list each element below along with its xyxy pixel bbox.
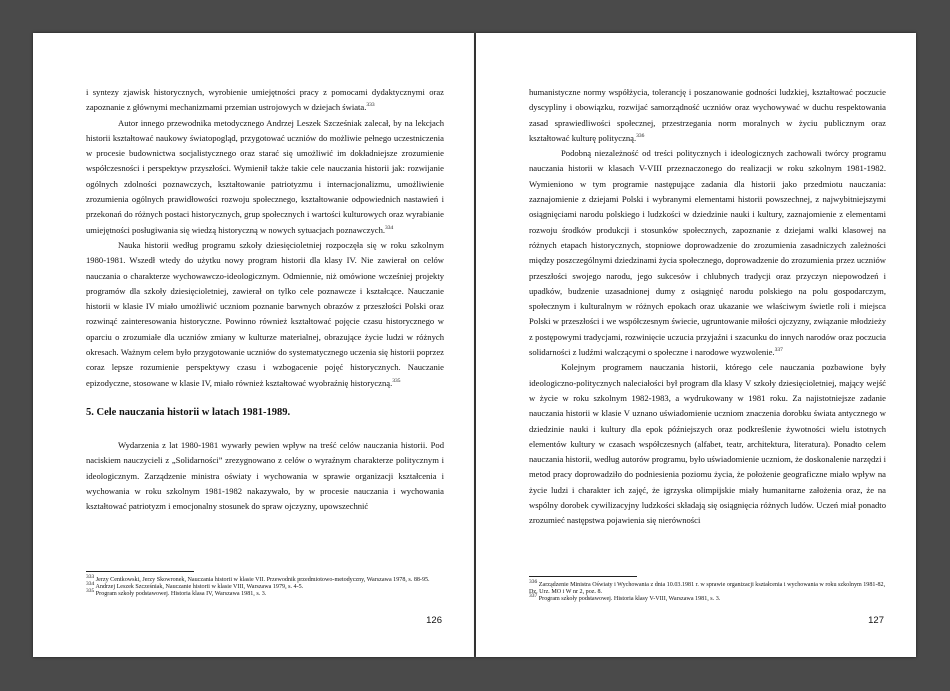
footnote: $^{333}$ Jerzy Centkowski, Jerzy Skowronek, Nauczania historii w klasie VII. Przewodnik przedmiotowo-metodyczny, Warszawa 1978, s. 88-95. — [86, 574, 430, 584]
footnote-ref[interactable]: 337 — [774, 347, 783, 354]
footnote: $^{336}$ Zarządzenie Ministra Oświaty i Wychowania z dnia 10.03.1981 r. w sprawie organizacji kształcenia i wychowania w roku szkolnym 1981-82, Dz. Urz. MO i W nr 2, poz. 8. — [529, 579, 886, 596]
paragraph: Wydarzenia z lat 1980-1981 wywarły pewien wpływ na treść celów nauczania historii. Pod naciskiem nauczycieli z „Solidarności” zrezygnowano z celów o wyraźnym charakterze politycznym i ideologicznym. Zarządzenie ministra oświaty i wychowania w sprawie organizacji kształcenia i wychowania w roku szkolnym 1981-1982 nakazywało, by w procesie nauczania i wychowania kształtować patriotyzm i emocjonalny stosunek do spraw ojczyzny, upowszechnić — [86, 439, 444, 512]
paragraph: i syntezy zjawisk historycznych, wyrobienie umiejętności pracy z pomocami dydaktycznymi oraz zapoznanie z głównymi mechanizmami przemian ustrojowych w dziejach świata.$^{333}$ — [86, 87, 444, 113]
page-number: 126 — [426, 615, 442, 626]
footnote-ref[interactable]: 333 — [366, 102, 375, 109]
page-left — [33, 33, 474, 657]
footnote-divider — [86, 571, 194, 572]
paragraph: humanistyczne normy współżycia, tolerancję i poszanowanie godności ludzkiej, kształtować poczucie dyscypliny i obowiązku, rozwijać samorządność uczniów oraz wychowywać w duchu respektowania zasad sprawiedliwości społecznej, przestrzegania norm moralnych w życiu publicznym oraz kształtować kulturę polityczną.$^{336}$ — [529, 87, 886, 143]
footnotes — [529, 576, 886, 604]
page-right — [476, 33, 916, 657]
paragraph: Kolejnym programem nauczania historii, którego cele nauczania pozbawione były ideologiczno-politycznych naleciałości był program dla klasy V szkoły dziesięcioletniej, mający wejść w życie w roku szkolnym 1982-1983, a wydrukowany w 1981 roku. Za najistotniejsze zadanie nauczania historii w klasie V uznano uświadomienie uczniom znaczenia dorobku świata antycznego w dziedzinie nauki i kultury dla epok późniejszych oraz podkreślenie żywotności wielu istotnych elementów kultury w czasach współczesnych (alfabet, teatr, architektura, literatura). Ponadto celem nauczania historii, według autorów programu, było uświadomienie uczniom, że doskonalenie narzędzi i metod pracy doprowadziło do podniesienia poziomu życia, że położenie geograficzne miało wpływ na życie ludzi i charakter ich zajęć, że igrzyska olimpijskie miały humanitarne założenia oraz, że na wspólny dorobek cywilizacyjny ludzkości składają się osiągnięcia różnych ludów. Uczeń miał ponadto zrozumieć następstwa pojawienia się nierówności — [529, 362, 887, 526]
section-heading: 5. Cele nauczania historii w latach 1981-1989. — [86, 406, 291, 418]
footnote-ref[interactable]: 334 — [385, 224, 394, 231]
footnote-ref[interactable]: 335 — [392, 377, 401, 384]
footnote: $^{334}$ Andrzej Leszek Szcześniak, Nauczanie historii w klasie VIII, Warszawa 1979, s. 4-5. — [86, 581, 304, 591]
footnotes — [86, 571, 444, 599]
footnote-ref[interactable]: 336 — [636, 133, 645, 140]
paragraph: Autor innego przewodnika metodycznego Andrzej Leszek Szcześniak zalecał, by na lekcjach historii kształtować naukowy światopogląd, przygotować uczniów do możliwie pełnego uczestniczenia w procesie budownictwa socjalistycznego oraz starać się umożliwić im dokładniejsze zrozumienie współczesności i perspektyw przyszłości. Wymienił także takie cele nauczania historii jak: rozwijanie ogólnych zdolności poznawczych, kształtowanie patriotyzmu i internacjonalizmu, umożliwienie zrozumienia ogólnych prawidłowości rozwoju społecznego, kształtowanie odpowiednich nastawień i przekonań do różnych postaci historycznych, grup społecznych i wartości kulturowych oraz wyrabianie umiejętności posługiwania się wiedzą historyczną w nowych sytuacjach poznawczych.$^{334}$ — [86, 117, 444, 235]
paragraph: Nauka historii według programu szkoły dziesięcioletniej rozpoczęła się w roku szkolnym 1980-1981. Wszedł wtedy do użytku nowy program historii dla klasy IV. Nie zawierał on celów nauczania o charakterze wychowawczo-ideologicznym. Odmiennie, niż omówione wcześniej projekty programów dla szkoły dziesięcioletniej, zawierał on tylko cele poznawcze i kształcące. Nauczanie historii w klasie IV miało umożliwić uczniom poznanie barwnych obrazów z przeszłości Polski oraz rozwinąć zainteresowania historyczne. Powinno również kształtować pojęcie czasu historycznego w oparciu o zrozumiałe dla uczniów zmiany w kulturze materialnej, obrazujące życie ludzi w różnych okresach. Ważnym celem było przygotowanie uczniów do systematycznego uczenia się historii poprzez coraz lepsze rozumienie perspektywy czasu i wzbogacenie pojęć historycznych. Nauczanie epizodyczne, stosowane w klasie IV, miało również kształtować wyobraźnię historyczną.$^{335}$ — [86, 239, 444, 388]
footnote: $^{335}$ Program szkoły podstawowej. Historia klasa IV, Warszawa 1981, s. 3. — [86, 588, 267, 598]
paragraph: Podobną niezależność od treści politycznych i ideologicznych zachowali twórcy programu nauczania historii w klasach V-VIII przeznaczonego do realizacji w roku szkolnym 1981-1982. Wymieniono w tym programie następujące zadania dla historii jako przedmiotu nauczania: zaznajomienie z dziejami Polski i wybranymi elementami historii powszechnej, z najwybitniejszymi osiągnięciami narodu polskiego i ludzkości w dziedzinie nauki i kultury, zaznajomienie z elementami rozwoju środków produkcji i stosunków społecznych, zapoznanie z dziejami walki klasowej na różnych etapach historycznych, stopniowe doprowadzenie do zrozumienia zasadniczych zależności między poszczególnymi dziedzinami życia społecznego, doprowadzenie do zrozumienia przez uczniów przeszłości swojego narodu, jego sukcesów i chlubnych tradycji oraz przyczyn niepowodzeń i upadków, budzenie uzasadnionej dumy z osiągnięć narodu polskiego na polu gospodarczym, społecznym i kulturalnym w różnych epokach oraz ukazanie we właściwym świetle roli i miejsca Polski w przeszłości i we współczesnym świecie, ugruntowanie miłości ojczyzny, związanie młodzieży z postępowymi tradycjami, rozwinięcie uczucia przyjaźni i szacunku do innych narodów oraz poczucia solidarności z ludźmi walczącymi o społeczne i narodowe wyzwolenie.$^{337}$ — [529, 148, 886, 358]
footnote: $^{337}$ Program szkoły podstawowej. Historia klasy V-VIII, Warszawa 1981, s. 3. — [529, 593, 721, 603]
body-text — [529, 85, 886, 529]
footnote-divider — [529, 576, 637, 577]
body-text — [86, 85, 444, 514]
page-number: 127 — [868, 615, 884, 626]
